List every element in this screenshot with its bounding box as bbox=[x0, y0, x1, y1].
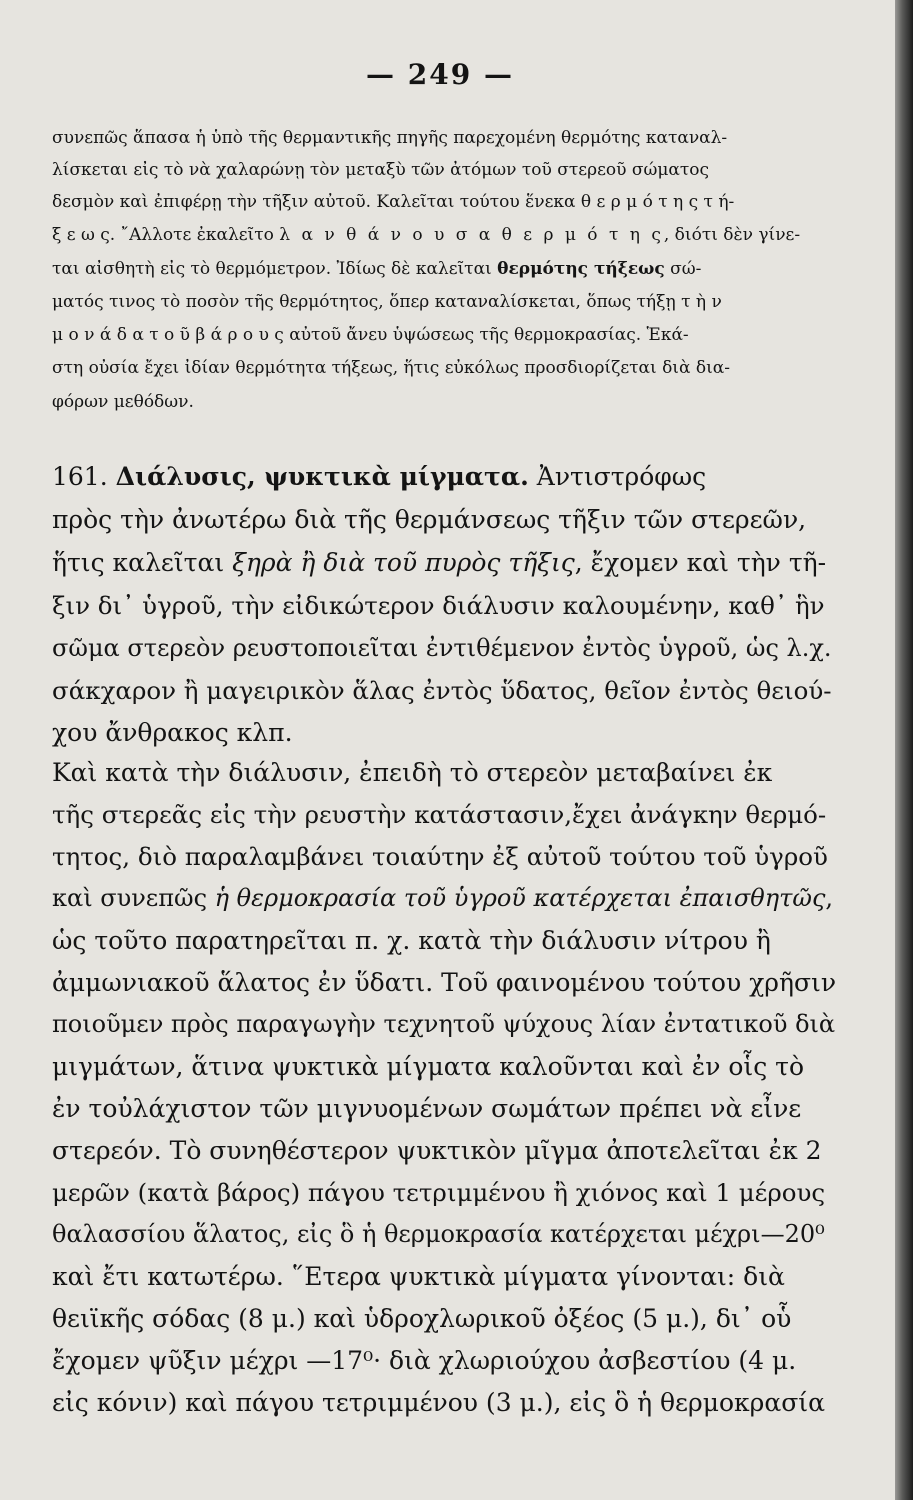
body-line bbox=[52, 884, 833, 912]
section-number: 161. bbox=[52, 462, 108, 491]
body-line: ποιοῦμεν πρὸς παραγωγὴν τεχνητοῦ ψύχους λίαν ἐντατικοῦ διὰ bbox=[52, 1010, 836, 1038]
body-line: μιγμάτων, ἅτινα ψυκτικὰ μίγματα καλοῦνται καὶ ἐν οἷς τὸ bbox=[52, 1052, 805, 1081]
body-text: ἥτις καλεῖται bbox=[52, 548, 233, 577]
page-number: — 249 — bbox=[366, 58, 514, 91]
footnote-emphasis: λ α ν θ ά ν ο υ σ α θ ε ρ μ ό τ η ς bbox=[279, 225, 664, 245]
footnote-text: ξ ε ω ς. ῎Αλλοτε ἐκαλεῖτο bbox=[52, 225, 280, 245]
body-line: τῆς στερεᾶς εἰς τὴν ρευστὴν κατάστασιν,ἔχει ἀνάγκην θερμό- bbox=[52, 800, 827, 829]
body-line: ὡς τοῦτο παρατηρεῖται π. χ. κατὰ τὴν διάλυσιν νίτρου ἢ bbox=[52, 926, 771, 955]
footnote-line: δεσμὸν καὶ ἐπιφέρῃ τὴν τῆξιν αὐτοῦ. Καλεῖται τούτου ἕνεκα θ ε ρ μ ό τ η ς τ ή- bbox=[52, 192, 735, 212]
body-line: καὶ ἔτι κατωτέρω. ῞Ετερα ψυκτικὰ μίγματα γίνονται: διὰ bbox=[52, 1262, 785, 1291]
body-emphasis: ξηρὰ ἢ διὰ τοῦ πυρὸς τῆξις bbox=[232, 548, 575, 577]
body-line: τητος, διὸ παραλαμβάνει τοιαύτην ἐξ αὐτοῦ τούτου τοῦ ὑγροῦ bbox=[52, 842, 828, 871]
body-line: στερεόν. Τὸ συνηθέστερον ψυκτικὸν μῖγμα ἀποτελεῖται ἐκ 2 bbox=[52, 1136, 822, 1165]
body-text: Ἀντιστρόφως bbox=[528, 462, 707, 491]
body-text: , ἔχομεν καὶ τὴν τῆ- bbox=[574, 548, 827, 577]
body-line: θειϊκῆς σόδας (8 μ.) καὶ ὑδροχλωρικοῦ ὀξέος (5 μ.), δι᾿ οὗ bbox=[52, 1304, 792, 1333]
body-line: ἀμμωνιακοῦ ἅλατος ἐν ὕδατι. Τοῦ φαινομένου τούτου χρῆσιν bbox=[52, 968, 837, 997]
body-line: ἔχομεν ψῦξιν μέχρι —17⁰· διὰ χλωριούχου ἀσβεστίου (4 μ. bbox=[52, 1346, 797, 1375]
body-text: , bbox=[825, 884, 834, 912]
body-text: καὶ συνεπῶς bbox=[52, 884, 215, 912]
footnote-line: φόρων μεθόδων. bbox=[52, 392, 194, 412]
footnote-text: σώ- bbox=[664, 259, 702, 279]
body-line: σάκχαρον ἢ μαγειρικὸν ἅλας ἐντὸς ὕδατος, θεῖον ἐντὸς θειού- bbox=[52, 676, 832, 705]
footnote-line bbox=[52, 225, 800, 245]
body-line: εἰς κόνιν) καὶ πάγου τετριμμένου (3 μ.), εἰς ὃ ἡ θερμοκρασία bbox=[52, 1388, 825, 1417]
body-line bbox=[52, 548, 826, 577]
body-line: ξιν δι᾿ ὑγροῦ, τὴν εἰδικώτερον διάλυσιν καλουμένην, καθ᾿ ἣν bbox=[52, 591, 825, 620]
body-line: μερῶν (κατὰ βάρος) πάγου τετριμμένου ἢ χιόνος καὶ 1 μέρους bbox=[52, 1178, 826, 1207]
footnote-text: , διότι δὲν γίνε- bbox=[663, 225, 801, 245]
body-line: πρὸς τὴν ἀνωτέρω διὰ τῆς θερμάνσεως τῆξιν τῶν στερεῶν, bbox=[52, 505, 807, 534]
footnote-line: μ ο ν ά δ α τ ο ῦ β ά ρ ο υ ς αὐτοῦ ἄνευ ὑψώσεως τῆς θερμοκρασίας. Ἑκά- bbox=[52, 325, 689, 345]
footnote-line: ματός τινος τὸ ποσὸν τῆς θερμότητος, ὅπερ καταναλίσκεται, ὅπως τήξῃ τ ὴ ν bbox=[52, 292, 722, 312]
page-edge-shadow bbox=[895, 0, 913, 1500]
footnote-line bbox=[52, 259, 701, 279]
body-emphasis: ἡ θερμοκρασία τοῦ ὑγροῦ κατέρχεται ἐπαισθητῶς bbox=[214, 884, 826, 912]
body-line: σῶμα στερεὸν ρευστοποιεῖται ἐντιθέμενον ἐντὸς ὑγροῦ, ὡς λ.χ. bbox=[52, 634, 832, 662]
section-title: Διάλυσις, ψυκτικὰ μίγματα. bbox=[115, 462, 529, 491]
body-line: χου ἄνθρακος κλπ. bbox=[52, 718, 293, 747]
body-line: ἐν τοὐλάχιστον τῶν μιγνυομένων σωμάτων πρέπει νὰ εἶνε bbox=[52, 1094, 802, 1123]
section-heading bbox=[52, 462, 706, 491]
footnote-line: στη οὐσία ἔχει ἰδίαν θερμότητα τήξεως, ἥτις εὐκόλως προσδιορίζεται διὰ δια- bbox=[52, 358, 730, 378]
body-line: θαλασσίου ἅλατος, εἰς ὃ ἡ θερμοκρασία κατέρχεται μέχρι—20⁰ bbox=[52, 1220, 825, 1248]
body-line: Καὶ κατὰ τὴν διάλυσιν, ἐπειδὴ τὸ στερεὸν μεταβαίνει ἐκ bbox=[52, 758, 773, 787]
footnote-line: λίσκεται εἰς τὸ νὰ χαλαρώνῃ τὸν μεταξὺ τῶν ἀτόμων τοῦ στερεοῦ σώματος bbox=[52, 160, 710, 180]
footnote-term: θερμότης τήξεως bbox=[497, 259, 665, 279]
footnote-line: συνεπῶς ἅπασα ἡ ὑπὸ τῆς θερμαντικῆς πηγῆς παρεχομένη θερμότης καταναλ- bbox=[52, 128, 728, 148]
footnote-text: ται αἰσθητὴ εἰς τὸ θερμόμετρον. Ἰδίως δὲ καλεῖται bbox=[52, 259, 498, 279]
